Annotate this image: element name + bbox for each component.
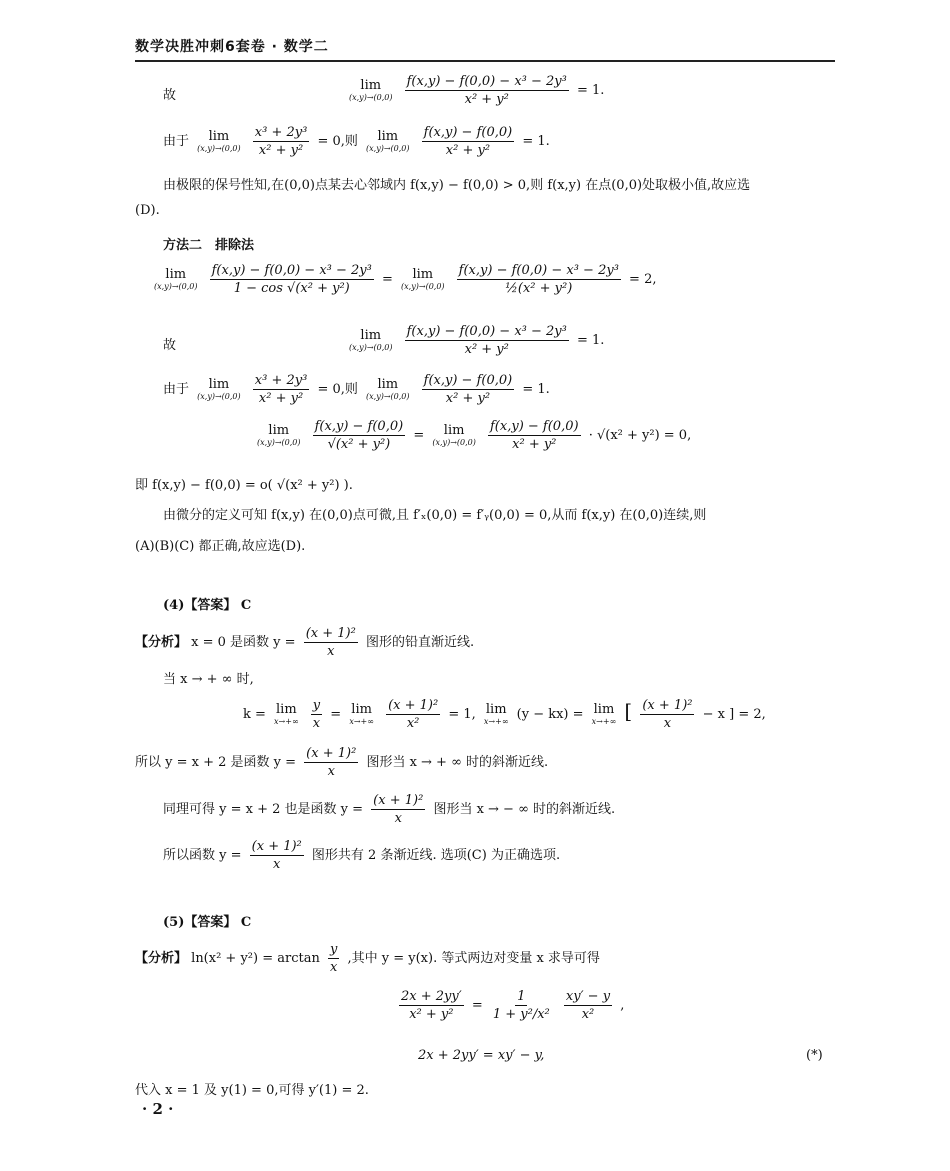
paragraph-1-line-b: (D). (135, 203, 160, 218)
limit-equation-3: lim (x,y)→(0,0) $\frac{\text{f(x,y) − f(0,0) − x³ − 2y³}}{\text{1 − cos √(x² + y²)}}$ = lim (x,y)→(0,0) $\frac{\text{f(x,y) − f(0,0) − x³ − 2y³}}{\text{½(x² + y²)}}$ = 2, (154, 263, 657, 296)
q5-analysis: 【分析】 ln(x² + y²) = arctan $\frac{y}{x}$ ,其中 y = y(x). 等式两边对变量 x 求导可得 (135, 942, 600, 975)
little-o-statement: 即 f(x,y) − f(0,0) = o( √(x² + y²) ). (135, 478, 353, 493)
header-rule (135, 60, 835, 62)
limit-equation-5: 由于 lim (x,y)→(0,0) $\frac{\text{x³ + 2y³}}{\text{x² + y²}}$ = 0,则 lim (x,y)→(0,0) $\frac{f(x,y) - f(0,0)}{\text{x² + y²}}$ = 1. (163, 373, 550, 406)
q4-answer-heading: (4)【答案】 C (163, 598, 252, 613)
q5-substitution: 代入 x = 1 及 y(1) = 0,可得 y′(1) = 2. (135, 1083, 369, 1098)
q4-conclusion: 所以函数 y = $\frac{\text{(x + 1)²}}{x}$ 图形共有 2 条渐近线. 选项(C) 为正确选项. (163, 839, 561, 872)
q4-slant-asymptote-1: 所以 y = x + 2 是函数 y = $\frac{\text{(x + 1)²}}{x}$ 图形当 x → + ∞ 时的斜渐近线. (135, 746, 549, 779)
q4-when: 当 x → + ∞ 时, (163, 672, 254, 687)
page-header: 数学决胜冲刺6套卷 · 数学二 (135, 39, 329, 55)
q5-simplified-equation: 2x + 2yy′ = xy′ − y, (418, 1048, 545, 1063)
equation-tag: (*) (806, 1048, 823, 1063)
q5-answer-heading: (5)【答案】 C (163, 915, 252, 930)
paragraph-2-line-b: (A)(B)(C) 都正确,故应选(D). (135, 539, 306, 554)
paragraph-2-line-a: 由微分的定义可知 f(x,y) 在(0,0)点可微,且 f′ₓ(0,0) = f′ᵧ(0,0) = 0,从而 f(x,y) 在(0,0)连续,则 (163, 508, 707, 523)
limit-operator: lim (x,y)→(0,0) (349, 77, 393, 102)
limit-equation-4: lim (x,y)→(0,0) $\frac{\text{f(x,y) − f(0,0) − x³ − 2y³}}{\text{x² + y²}}$ = 1. (349, 324, 605, 357)
q4-analysis: 【分析】 x = 0 是函数 y = $\frac{\text{(x + 1)²}}{x}$ 图形的铅直渐近线. (135, 626, 475, 659)
method-two-heading: 方法二 排除法 (163, 238, 255, 253)
fraction: $\frac{\text{f(x,y) − f(0,0) − x³ − 2y³}}{\text{x² + y²}}$ (406, 74, 567, 107)
gu-label-1: 故 (163, 88, 177, 103)
paragraph-1-line-a: 由极限的保号性知,在(0,0)点某去心邻域内 f(x,y) − f(0,0) > 0,则 f(x,y) 在点(0,0)处取极小值,故应选 (163, 178, 751, 193)
q4-slant-asymptote-2: 同理可得 y = x + 2 也是函数 y = $\frac{\text{(x + 1)²}}{x}$ 图形当 x → − ∞ 时的斜渐近线. (163, 793, 616, 826)
q4-k-equation: k = lim x→+∞ $\frac{y}{x}$ = lim x→+∞ $\frac{\text{(x + 1)²}}{\text{x²}}$ = 1, lim x→+∞ (y − kx) = lim x→+∞ [ $\frac{\text{(x + 1)²}}{x}$ − x ] = 2, (243, 698, 766, 731)
page-number: · 2 · (142, 1100, 174, 1118)
q5-derivative-equation: $\frac{2x + 2yy'}{\text{x² + y²}}$ = $\frac{1}{\text{1 + y²/x²}}$ $\frac{xy' - y}{\text{x²}}$ , (401, 989, 625, 1022)
limit-equation-1: lim (x,y)→(0,0) $\frac{\text{f(x,y) − f(0,0) − x³ − 2y³}}{\text{x² + y²}}$ = 1. (349, 74, 605, 107)
limit-equation-2: 由于 lim (x,y)→(0,0) $\frac{\text{x³ + 2y³}}{\text{x² + y²}}$ = 0,则 lim (x,y)→(0,0) $\frac{f(x,y) - f(0,0)}{\text{x² + y²}}$ = 1. (163, 125, 550, 158)
limit-equation-6: lim (x,y)→(0,0) $\frac{f(x,y) - f(0,0)}{\text{√(x² + y²)}}$ = lim (x,y)→(0,0) $\frac{f(x,y) - f(0,0)}{\text{x² + y²}}$ · √(x² + y²) = 0, (257, 419, 692, 452)
gu-label-2: 故 (163, 338, 177, 353)
